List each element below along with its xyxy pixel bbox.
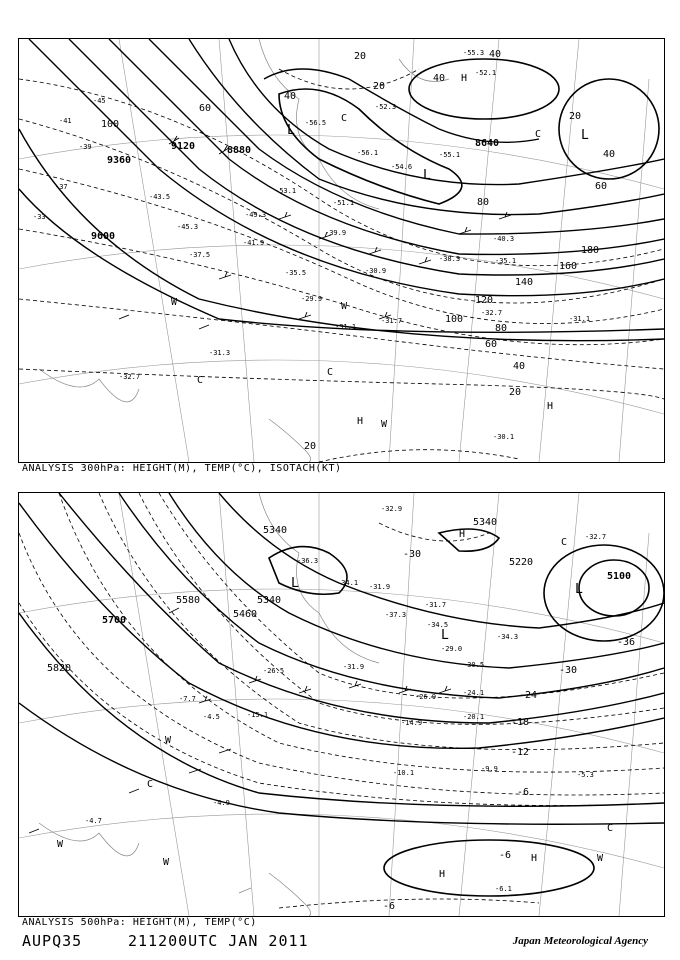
- isotach-label: 20: [354, 51, 367, 62]
- pressure-center-label: W: [341, 301, 348, 312]
- isotach-label: 20: [373, 81, 386, 92]
- station-label: -36.3: [297, 557, 319, 565]
- station-label: -15.1: [247, 711, 269, 719]
- temp-label: -31.3: [209, 349, 231, 357]
- station-label: -34.1: [337, 579, 359, 587]
- height-label: 5700: [102, 615, 127, 626]
- pressure-center-label: C: [561, 537, 568, 548]
- isotach-label: 160: [559, 261, 578, 272]
- pressure-center-label: L: [441, 628, 449, 643]
- isotach-label: 40: [513, 361, 526, 372]
- pressure-center-label: C: [341, 113, 348, 124]
- station-label: -32.9: [381, 505, 403, 513]
- temp-label: -33: [33, 213, 46, 221]
- isotach-label: 60: [595, 181, 608, 192]
- temp-label: -45: [93, 97, 106, 105]
- isotach-label: 40: [489, 49, 502, 60]
- pressure-center-label: H: [439, 869, 446, 880]
- temp-label: -35.5: [285, 269, 307, 277]
- temp-label: -32.7: [119, 373, 141, 381]
- isotach-label: 120: [475, 295, 494, 306]
- pressure-center-label: C: [535, 129, 542, 140]
- station-label: -26.5: [263, 667, 285, 675]
- station-label: -20.1: [463, 713, 485, 721]
- isotherm-label: -30: [403, 549, 422, 560]
- station-label: -9.9: [481, 765, 498, 773]
- station-label: -4.7: [85, 817, 102, 825]
- temp-label: -56.5: [305, 119, 327, 127]
- temp-label: -39: [79, 143, 92, 151]
- station-label: -5.3: [577, 771, 594, 779]
- pressure-center-label: H: [531, 853, 538, 864]
- map-300hpa-canvas: [19, 39, 664, 462]
- isotach-label: 180: [581, 245, 600, 256]
- pressure-center-label: H: [461, 73, 468, 84]
- pressure-center-label: C: [197, 375, 204, 386]
- graticule: [19, 493, 664, 916]
- isotherm-label: -6: [517, 787, 530, 798]
- panel-caption-300hpa: ANALYSIS 300hPa: HEIGHT(M), TEMP(°C), ISOTACH(KT): [22, 463, 342, 474]
- temp-label: -30.1: [493, 433, 515, 441]
- pressure-center-label: L: [575, 582, 583, 597]
- isotherm-label: -6: [499, 850, 512, 861]
- height-label: 5340: [473, 517, 498, 528]
- height-contours: [19, 493, 664, 824]
- isotherm-label: -18: [511, 717, 530, 728]
- isotach-label: 140: [515, 277, 534, 288]
- temp-label: -38.3: [439, 255, 461, 263]
- temp-label: -39.9: [325, 229, 347, 237]
- temp-label: -55.1: [439, 151, 461, 159]
- pressure-center-label: H: [357, 416, 364, 427]
- isotach-label: 60: [485, 339, 498, 350]
- station-label: -4.9: [213, 799, 230, 807]
- pressure-center-label: W: [381, 419, 388, 430]
- temp-label: -30.9: [365, 267, 387, 275]
- station-label: -4.5: [203, 713, 220, 721]
- station-label: -6.1: [495, 885, 512, 893]
- temp-label: -37.5: [189, 251, 211, 259]
- temp-label: -52.3: [375, 103, 397, 111]
- height-label: 5820: [47, 663, 72, 674]
- temp-label: -29.9: [301, 295, 323, 303]
- station-label: -37.3: [385, 611, 407, 619]
- isotach-label: 100: [101, 119, 120, 130]
- pressure-center-label: C: [327, 367, 334, 378]
- station-label: -32.7: [585, 533, 607, 541]
- temp-label: -53.1: [275, 187, 297, 195]
- temp-label: -41.9: [243, 239, 265, 247]
- height-label: 8880: [227, 145, 252, 156]
- station-label: -31.9: [343, 663, 365, 671]
- pressure-center-label: L: [423, 168, 431, 183]
- pressure-center-label: H: [547, 401, 554, 412]
- height-label: 8640: [475, 138, 500, 149]
- temp-label: -43.5: [149, 193, 171, 201]
- temp-label: -31.7: [381, 317, 403, 325]
- height-label: 9600: [91, 231, 116, 242]
- station-label: -34.3: [497, 633, 519, 641]
- station-label: -26.9: [415, 693, 437, 701]
- isotach-label: 80: [495, 323, 508, 334]
- temp-label: -49.3: [245, 211, 267, 219]
- temp-label: -35.1: [495, 257, 517, 265]
- pressure-center-label: L: [287, 123, 295, 138]
- temp-label: -55.3: [463, 49, 485, 57]
- station-label: -30.5: [463, 661, 485, 669]
- coastline: [39, 493, 379, 916]
- isotherm-label: -36: [617, 637, 636, 648]
- isotach-label: 20: [569, 111, 582, 122]
- temp-label: -54.6: [391, 163, 413, 171]
- pressure-center-label: H: [459, 529, 466, 540]
- pressure-center-label: W: [57, 839, 64, 850]
- isotherm-label: -12: [511, 747, 530, 758]
- pressure-center-label: W: [171, 297, 178, 308]
- station-label: -31.9: [369, 583, 391, 591]
- wind-barbs: [29, 608, 451, 833]
- station-label: -31.7: [425, 601, 447, 609]
- station-label: -24.1: [463, 689, 485, 697]
- pressure-center-label: W: [163, 857, 170, 868]
- isotach-label: 40: [433, 73, 446, 84]
- isotach-label: 20: [509, 387, 522, 398]
- temp-label: -45.3: [177, 223, 199, 231]
- pressure-center-label: C: [607, 823, 614, 834]
- height-label: 5100: [607, 571, 632, 582]
- temp-label: -40.3: [493, 235, 515, 243]
- map-300hpa-panel: [18, 38, 665, 463]
- isotherm-label: -24: [519, 690, 538, 701]
- valid-time: 211200UTC JAN 2011: [128, 932, 309, 950]
- height-label: 5580: [176, 595, 201, 606]
- temp-label: -31.1: [569, 315, 591, 323]
- map-500hpa-panel: [18, 492, 665, 917]
- agency-name: Japan Meteorological Agency: [512, 935, 648, 947]
- isotach-label: 20: [304, 441, 317, 452]
- station-label: -14.9: [401, 719, 423, 727]
- temp-label: -51.1: [333, 199, 355, 207]
- pressure-center-label: L: [581, 128, 589, 143]
- station-label: -29.0: [441, 645, 463, 653]
- pressure-center-label: C: [147, 779, 154, 790]
- height-label: 5340: [263, 525, 288, 536]
- height-label: 9360: [107, 155, 132, 166]
- height-label: 9120: [171, 141, 196, 152]
- height-label: 5220: [509, 557, 534, 568]
- pressure-center-label: W: [165, 735, 172, 746]
- temp-label: -37: [55, 183, 68, 191]
- isotach-label: 80: [477, 197, 490, 208]
- temp-label: -32.7: [481, 309, 503, 317]
- height-label: 5340: [257, 595, 282, 606]
- pressure-center-label: W: [597, 853, 604, 864]
- temp-label: -56.1: [357, 149, 379, 157]
- height-label: 5460: [233, 609, 258, 620]
- isotach-label: 100: [445, 314, 464, 325]
- map-500hpa-canvas: [19, 493, 664, 916]
- temp-label: -41: [59, 117, 72, 125]
- isotherm-label: -6: [383, 901, 396, 912]
- panel-caption-500hpa: ANALYSIS 500hPa: HEIGHT(M), TEMP(°C): [22, 917, 257, 928]
- isotherm-label: -30: [559, 665, 578, 676]
- chart-id: AUPQ35: [22, 932, 83, 950]
- isotach-label: 40: [284, 91, 297, 102]
- labels: [33, 49, 615, 452]
- isotach-label: 60: [199, 103, 212, 114]
- station-label: -34.5: [427, 621, 449, 629]
- temp-label: -52.1: [475, 69, 497, 77]
- height-contours: [19, 39, 664, 341]
- station-label: -10.1: [393, 769, 415, 777]
- temp-label: -31.1: [335, 323, 357, 331]
- pressure-center-label: L: [291, 576, 299, 591]
- isotach-label: 40: [603, 149, 616, 160]
- station-label: -7.7: [179, 695, 196, 703]
